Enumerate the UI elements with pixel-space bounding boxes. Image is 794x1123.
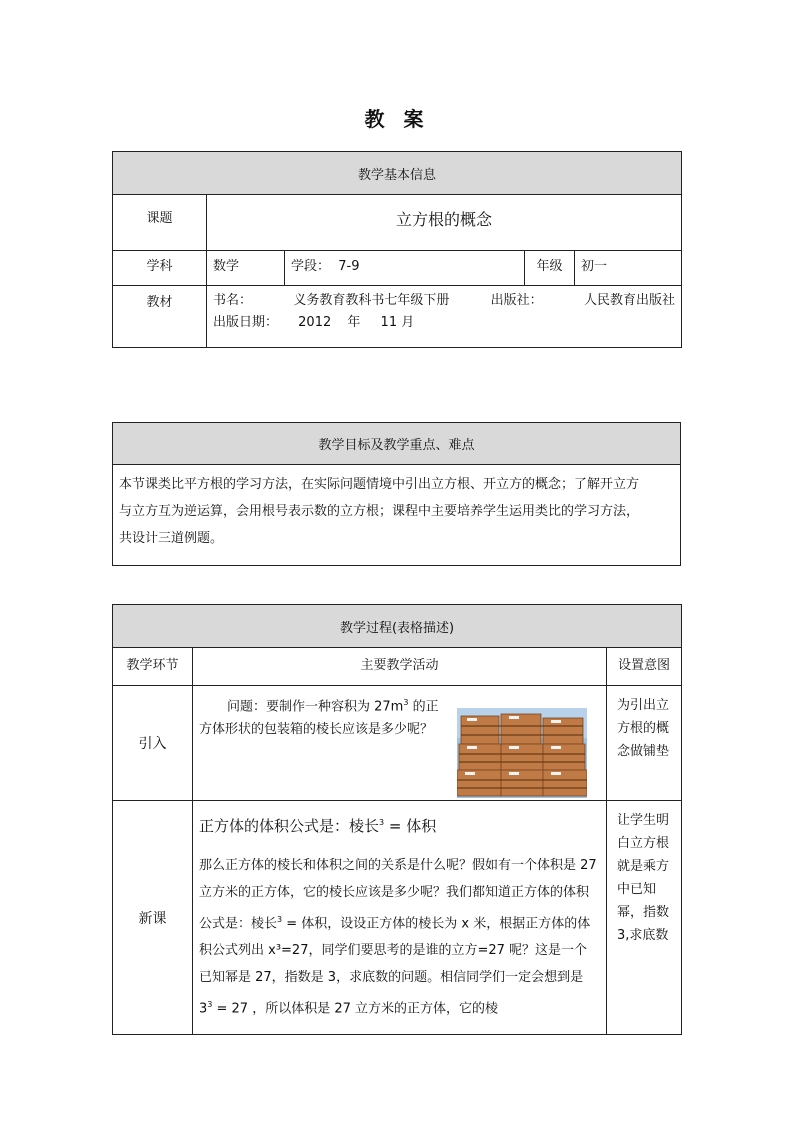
grade-label: 年级	[525, 251, 575, 286]
subject-value: 数学	[207, 251, 285, 286]
new-lesson-purpose: 让学生明白立方根就是乘方中已知幂，指数 3,求底数	[607, 801, 682, 1035]
col-stage-header: 教学环节	[113, 648, 193, 686]
book-name-value: 义务教育教科书七年级下册	[293, 293, 450, 308]
intro-purpose: 为引出立方根的概念做铺垫	[607, 686, 682, 801]
book-name-label: 书名：	[213, 293, 253, 308]
publisher-value: 人民教育出版社	[583, 293, 675, 308]
volume-formula: 正方体的体积公式是：棱长$^3$ = 体积	[199, 817, 437, 835]
pub-date-label: 出版日期：	[213, 315, 279, 330]
table-row	[113, 801, 682, 1035]
table-row	[113, 686, 682, 801]
goals-line-3: 共设计三道例题。	[119, 531, 224, 546]
col-purpose-header: 设置意图	[607, 648, 682, 686]
goals-header: 教学目标及教学重点、难点	[113, 423, 681, 465]
process-header: 教学过程(表格描述)	[113, 605, 682, 648]
col-activity-header: 主要教学活动	[193, 648, 607, 686]
basic-info-header: 教学基本信息	[113, 152, 682, 195]
goals-body	[113, 465, 681, 566]
pub-year: 2012	[298, 315, 332, 330]
new-lesson-paragraph: 那么正方体的棱长和体积之间的关系是什么呢？假如有一个体积是 27 立方米的正方体，它的棱长应该是多少呢？我们都知道正方体的体积公式是：棱长$^3$ = 体积，设设正方体的棱长为 x 米，根据正方体的体积公式列出 x³=27，同学们要思考的是谁的立方=27 呢？这是一个已知幂是 27，指数是 3，求底数的问题。相信同学们一定会想到是 $3^3 = 27$ ，所以体积是 27 立方米的正方体，它的棱	[199, 858, 597, 1017]
goals-line-2: 与立方互为逆运算，会用根号表示数的立方根；课程中主要培养学生运用类比的学习方法，	[119, 504, 640, 519]
topic-label: 课题	[113, 195, 207, 251]
textbook-line-2	[213, 312, 675, 334]
stage-value: 7-9	[338, 259, 360, 274]
process-table	[112, 604, 682, 1035]
stage-cell	[285, 251, 525, 286]
new-lesson-activity	[193, 801, 607, 1035]
publisher-label: 出版社：	[490, 293, 543, 308]
intro-stage: 引入	[113, 686, 193, 801]
basic-info-table	[112, 151, 682, 348]
document-title: 教 案	[364, 107, 430, 131]
intro-activity	[193, 686, 607, 801]
intro-question: 问题：要制作一种容积为 $27m^3$ 的正方体形状的包装箱的棱长应该是多少呢？	[199, 698, 439, 738]
goals-table	[112, 422, 681, 566]
grade-value: 初一	[575, 251, 682, 286]
topic-value: 立方根的概念	[207, 195, 682, 251]
month-unit: 月	[401, 315, 415, 330]
subject-label: 学科	[113, 251, 207, 286]
textbook-info	[207, 286, 682, 348]
crates-image	[457, 708, 587, 798]
textbook-label: 教材	[113, 286, 207, 348]
year-unit: 年	[347, 315, 361, 330]
new-lesson-stage: 新课	[113, 801, 193, 1035]
goals-line-1: 本节课类比平方根的学习方法，在实际问题情境中引出立方根、开立方的概念；了解开立方	[119, 477, 640, 492]
textbook-line-1	[213, 290, 675, 312]
pub-month: 11	[380, 315, 398, 330]
stage-label: 学段：	[291, 259, 331, 274]
